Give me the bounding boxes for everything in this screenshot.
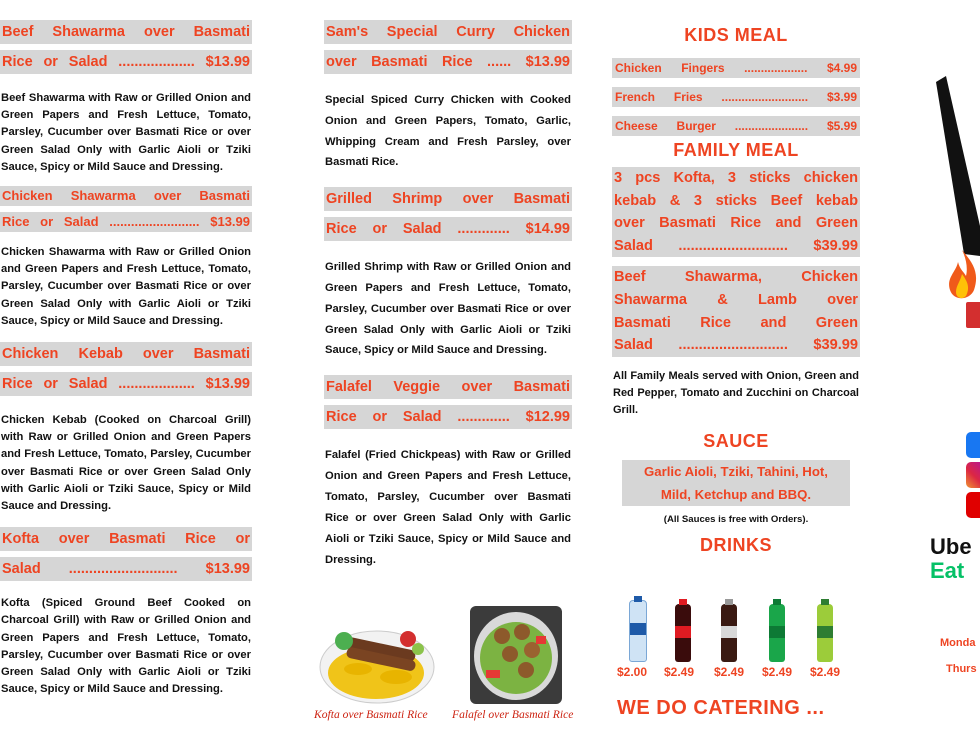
hours-day-1: Monda <box>940 637 976 649</box>
item-title: Beef Shawarma over Basmati <box>0 20 252 44</box>
menu-item-kofta <box>0 527 252 698</box>
sauce-line: Mild, Ketchup and BBQ. <box>622 483 850 506</box>
uber-eats-logo-top: Ube <box>930 534 972 559</box>
drink-price: $2.49 <box>664 665 695 679</box>
item-title: Falafel Veggie over Basmati <box>324 375 572 399</box>
uber-eats-logo-bottom: Eat <box>930 558 965 583</box>
menu-item-curry-chicken <box>324 20 572 173</box>
drink-price: $2.49 <box>714 665 745 679</box>
family-line: Salad ........................... $39.99 <box>612 334 860 357</box>
sauce-line: Garlic Aioli, Tziki, Tahini, Hot, <box>622 460 850 483</box>
item-price-line: Rice or Salad ................... $13.99 <box>0 372 252 396</box>
family-line: over Basmati Rice and Green <box>612 212 860 235</box>
menu-item-chicken-kebab <box>0 342 252 515</box>
kids-item: Chicken Fingers ................... $4.99 <box>612 58 860 78</box>
family-line: kebab & 3 sticks Beef kebab <box>612 190 860 213</box>
item-title: Chicken Kebab over Basmati <box>0 342 252 366</box>
item-description: Kofta (Spiced Ground Beef Cooked on Charcoal Grill) with Raw or Grilled Onion and Green Papers and Fresh Lettuce, Tomato, Parsley, Cucumber over Basmati Rice or over Green Salad Only with Garlic Aioli or Tziki Sauce, Spicy or Mild Sauce and Dressing. <box>1 597 251 696</box>
logo-knife-icon <box>934 76 980 256</box>
drink-price: $2.00 <box>617 665 648 679</box>
family-line: Shawarma & Lamb over <box>612 289 860 312</box>
catering-banner: WE DO CATERING ... <box>617 697 825 719</box>
kids-item: Cheese Burger ...................... $5.99 <box>612 116 860 136</box>
item-title: Chicken Shawarma over Basmati <box>0 186 252 206</box>
hours-day-2: Thurs <box>946 663 977 675</box>
drink-price: $2.49 <box>810 665 841 679</box>
menu-item-chicken-shawarma <box>0 186 252 330</box>
item-title: Grilled Shrimp over Basmati <box>324 187 572 211</box>
sprite-bottle-icon <box>769 604 785 662</box>
cola-bottle-icon <box>675 604 691 662</box>
item-description: Special Spiced Curry Chicken with Cooked Onion and Green Papers, Tomato, Garlic, Whipping Cream and Fresh Parsley, over Basmati Rice. <box>325 94 571 169</box>
ginger-ale-bottle-icon <box>817 604 833 662</box>
item-description: Grilled Shrimp with Raw or Grilled Onion and Green Papers and Fresh Lettuce, Tomato, Parsley, Cucumber over Basmati Rice or over Green Salad Only with Garlic Aioli or Tziki Sauce, Spicy or Mild Sauce and Dressing. <box>325 261 571 357</box>
family-meal-heading: FAMILY MEAL <box>673 140 799 160</box>
item-price-line: Rice or Salad ......................... $13.99 <box>0 212 252 232</box>
item-description: Falafel (Fried Chickpeas) with Raw or Grilled Onion and Green Papers and Fresh Lettuce, Tomato, Parsley, Cucumber over Basmati Rice or over Green Salad Only with Garlic Aioli or Tziki Sauce, Spicy or Mild Sauce and Dressing. <box>325 449 571 567</box>
drinks-row <box>612 598 860 662</box>
item-price-line: over Basmati Rice ...... $13.99 <box>324 50 572 74</box>
kids-meal-list <box>612 58 860 136</box>
item-price-line: Rice or Salad ................... $13.99 <box>0 50 252 74</box>
item-title: Sam's Special Curry Chicken <box>324 20 572 44</box>
youtube-icon <box>966 492 980 518</box>
menu-column-1 <box>0 0 252 698</box>
instagram-icon <box>966 462 980 488</box>
sauce-list <box>612 460 860 506</box>
family-meal-note: All Family Meals served with Onion, Green and Red Pepper, Tomato and Zucchini on Charcoal Grill. <box>613 369 859 416</box>
family-line: Beef Shawarma, Chicken <box>612 266 860 289</box>
menu-item-grilled-shrimp <box>324 187 572 361</box>
item-description: Chicken Kebab (Cooked on Charcoal Grill) with Raw or Grilled Onion and Green Papers and Fresh Lettuce, Tomato, Parsley, Cucumber over Basmati Rice or over Green Salad Only with Garlic Aioli or Tziki Sauce, Spicy or Mild Sauce and Dressing. <box>1 414 251 513</box>
menu-item-falafel <box>324 375 572 571</box>
kids-item: French Fries .......................... $3.99 <box>612 87 860 107</box>
falafel-caption: Falafel over Basmati Rice <box>452 708 574 721</box>
drink-price: $2.49 <box>762 665 793 679</box>
drinks-heading: DRINKS <box>699 534 772 555</box>
falafel-photo <box>470 606 562 704</box>
logo-flame-icon <box>946 248 980 304</box>
item-description: Beef Shawarma with Raw or Grilled Onion and Green Papers and Fresh Lettuce, Tomato, Parsley, Cucumber over Basmati Rice or over Green Salad Only with Garlic Aioli or Tziki Sauce, Spicy or Mild Sauce and Dressing. <box>1 92 251 173</box>
family-meal-2 <box>612 266 860 356</box>
kofta-photo <box>318 615 436 705</box>
sauce-heading: SAUCE <box>703 430 769 451</box>
sauce-note: (All Sauces is free with Orders). <box>663 513 809 525</box>
facebook-icon <box>966 432 980 458</box>
logo-letter-fragment <box>966 302 980 328</box>
item-price-line: Rice or Salad ............. $12.99 <box>324 405 572 429</box>
diet-cola-bottle-icon <box>721 604 737 662</box>
family-meal-1 <box>612 167 860 257</box>
kofta-caption: Kofta over Basmati Rice <box>314 708 428 721</box>
item-price-line: Rice or Salad ............. $14.99 <box>324 217 572 241</box>
item-title: Kofta over Basmati Rice or <box>0 527 252 551</box>
menu-column-2 <box>324 0 572 571</box>
family-line: Salad ........................... $39.99 <box>612 235 860 258</box>
menu-item-beef-shawarma <box>0 20 252 176</box>
water-bottle-icon <box>629 600 647 662</box>
kids-meal-heading: KIDS MEAL <box>684 25 788 45</box>
item-price-line: Salad ........................... $13.99 <box>0 557 252 581</box>
family-line: Basmati Rice and Green <box>612 312 860 335</box>
menu-column-3 <box>612 0 860 556</box>
item-description: Chicken Shawarma with Raw or Grilled Onion and Green Papers and Fresh Lettuce, Tomato, Parsley, Cucumber over Basmati Rice or over Green Salad Only with Garlic Aioli or Tziki Sauce, Spicy or Mild Sauce and Dressing. <box>1 246 251 327</box>
family-line: 3 pcs Kofta, 3 sticks chicken <box>612 167 860 190</box>
